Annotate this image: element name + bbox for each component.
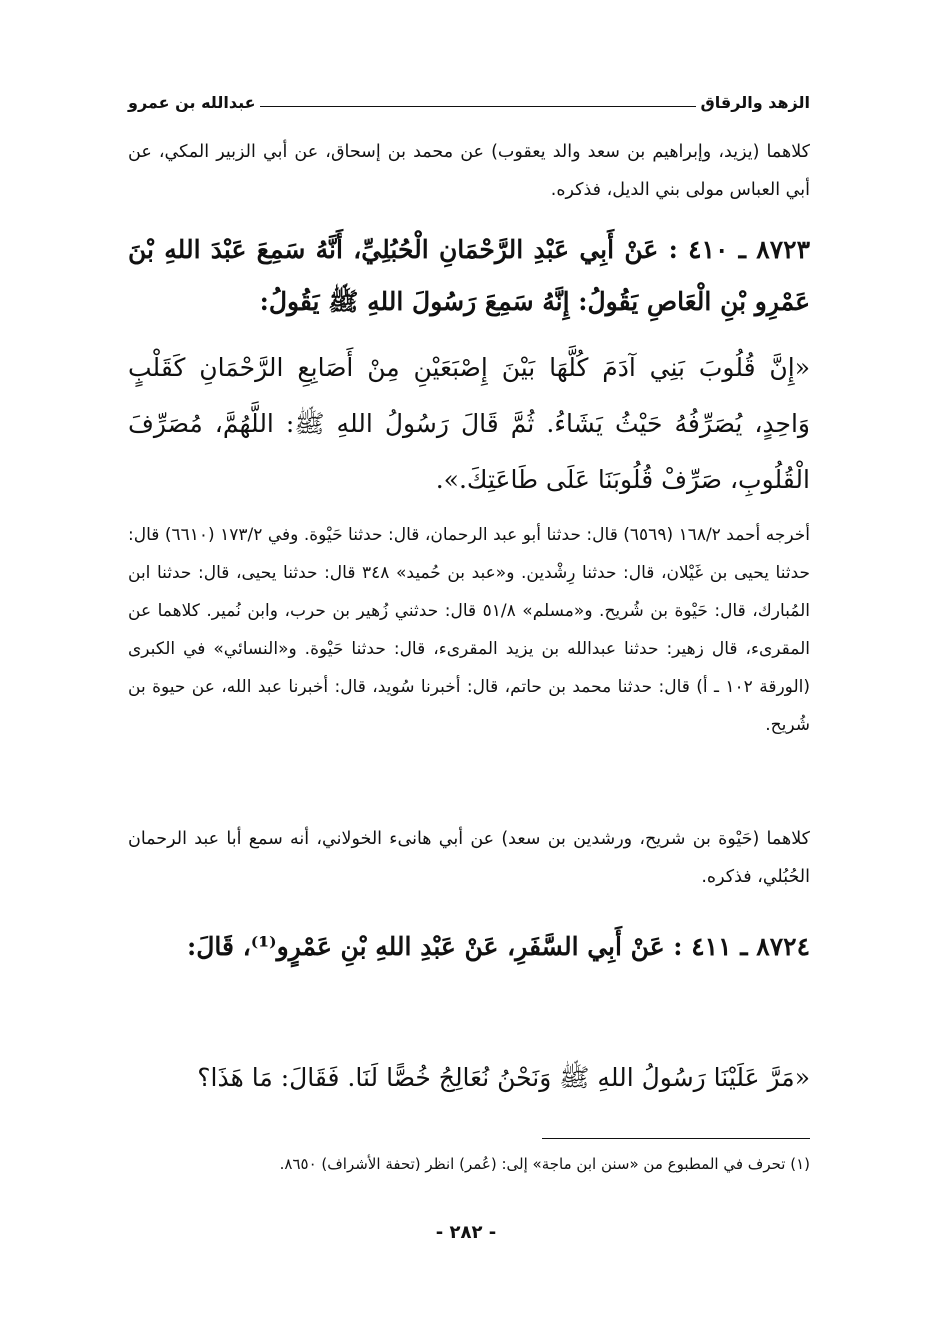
header-rule <box>260 106 697 107</box>
hadith-8723-text: «إِنَّ قُلُوبَ بَنِي آدَمَ كُلَّهَا بَيْنَ إِصْبَعَيْنِ مِنْ أَصَابِعِ الرَّحْمَانِ كَقَلْبٍ وَاحِدٍ، يُصَرِّفُهُ حَيْثُ يَشَاءُ. ثُمَّ قَالَ رَسُولُ اللهِ ﷺ: اللَّهُمَّ، مُصَرِّفَ الْقُلُوبِ، صَرِّفْ قُلُوبَنَا عَلَى طَاعَتِكَ.». <box>128 353 810 494</box>
book-title: الزهد والرقاق <box>700 93 810 112</box>
hadith-8724-text: «مَرَّ عَلَيْنَا رَسُولُ اللهِ ﷺ وَنَحْنُ نُعَالِجُ خُصًّا لَنَا. فَقَالَ: مَا هَذَا؟ <box>197 1063 810 1092</box>
takhrij-paragraph: أخرجه أحمد ١٦٨/٢ (٦٥٦٩) قال: حدثنا أبو عبد الرحمان، قال: حدثنا حَيْوة. وفي ١٧٣/٢ (٦٦١٠) قال: حدثنا يحيى بن غَيْلان، قال: حدثنا رِشْدين. و«عبد بن حُميد» ٣٤٨ قال: حدثنا يحيى، قال: حدثنا ابن المُبارك، قال: حَيْوة بن شُريح. و«مسلم» ٥١/٨ قال: حدثني زُهير بن حرب، وابن نُمير. كلاهما عن المقرىء، قال زهير: حدثنا عبدالله بن يزيد المقرىء، قال: حدثنا حَيْوة. و«النسائي» في الكبرى (الورقة ١٠٢ ـ أ) قال: حدثنا محمد بن حاتم، قال: أخبرنا سُويد، قال: أخبرنا عبد الله، عن حيوة بن شُريح. <box>128 525 811 735</box>
hadith-8724-heading: ٨٧٢٤ ـ ٤١١ : عَنْ أَبِي السَّفَرِ، عَنْ عَبْدِ اللهِ بْنِ عَمْرٍو⁽¹⁾، قَالَ: <box>187 932 810 961</box>
footnote: (١) تحرف في المطبوع من «سنن ابن ماجة» إلى: (عُمر) انظر (تحفة الأشراف) ٨٦٥٠. <box>279 1155 810 1173</box>
isnad-summary-paragraph: كلاهما (حَيْوة بن شريح، ورشدين بن سعد) عن أبي هانىء الخولاني، أنه سمع أبا عبد الرحمان الحُبُلي، فذكره. <box>128 829 810 887</box>
author-name: عبدالله بن عمرو <box>128 93 256 112</box>
page-number: - ٢٨٢ - <box>435 1222 497 1243</box>
running-header <box>128 82 810 112</box>
narration-chain-paragraph: كلاهما (يزيد، وإبراهيم بن سعد والد يعقوب) عن محمد بن إسحاق، عن أبي الزبير المكي، عن أبي العباس مولى بني الديل، فذكره. <box>128 142 810 200</box>
hadith-8723-heading: ٨٧٢٣ ـ ٤١٠ : عَنْ أَبِي عَبْدِ الرَّحْمَانِ الْحُبُلِيِّ، أَنَّهُ سَمِعَ عَبْدَ اللهِ بْنَ عَمْرِو بْنِ الْعَاصِ يَقُولُ: إِنَّهُ سَمِعَ رَسُولَ اللهِ ﷺ يَقُولُ: <box>128 235 810 316</box>
footnote-rule <box>542 1138 810 1139</box>
